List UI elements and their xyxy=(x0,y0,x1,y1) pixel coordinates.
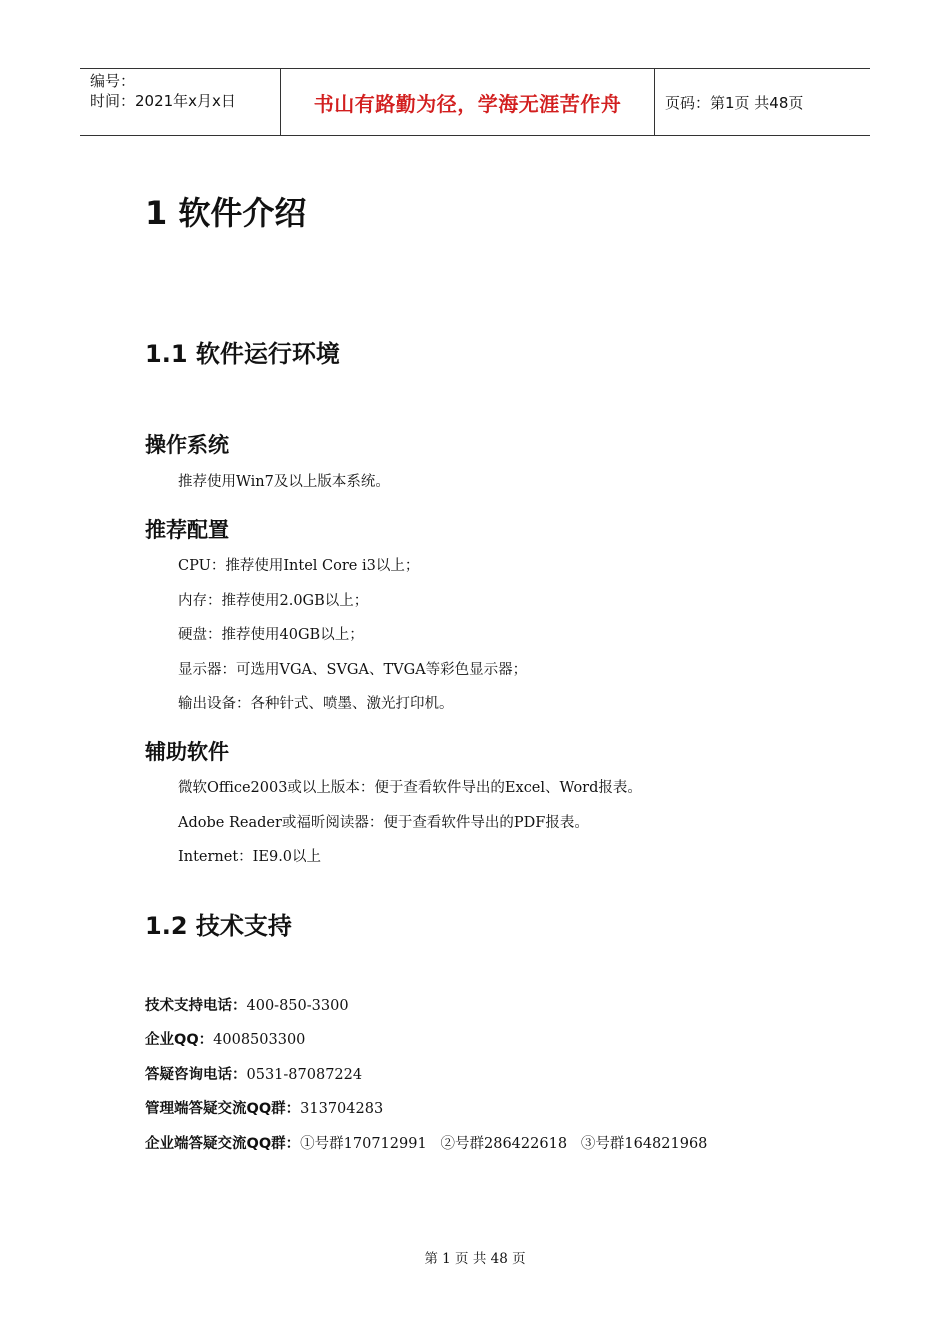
header-meta-cell xyxy=(80,69,281,135)
contact-line xyxy=(145,1132,707,1153)
contact-label: 管理端答疑交流QQ群： xyxy=(145,1101,301,1117)
contact-value: 400-850-3300 xyxy=(246,998,349,1014)
contact-value: ①号群170712991 ②号群286422618 ③号群164821968 xyxy=(300,1136,708,1152)
aux-heading: 辅助软件 xyxy=(145,740,229,764)
contact-line xyxy=(145,1063,362,1084)
section-1-1-title: 1.1 软件运行环境 xyxy=(145,340,340,368)
contact-value: 0531-87087224 xyxy=(246,1067,363,1083)
config-heading: 推荐配置 xyxy=(145,518,229,542)
contact-label: 答疑咨询电话： xyxy=(145,1067,247,1083)
contact-label: 企业端答疑交流QQ群： xyxy=(145,1136,301,1152)
contact-label: 技术支持电话： xyxy=(145,998,247,1014)
config-item: 内存：推荐使用2.0GB以上； xyxy=(178,593,369,609)
config-item: 输出设备：各种针式、喷墨、激光打印机。 xyxy=(178,696,454,712)
header-page-cell xyxy=(655,69,870,135)
aux-item: Internet：IE9.0以上 xyxy=(178,849,322,865)
page-footer: 第 1 页 共 48 页 xyxy=(424,1251,526,1267)
aux-item: 微软Office2003或以上版本：便于查看软件导出的Excel、Word报表。 xyxy=(178,780,642,796)
section-1-title: 1 软件介绍 xyxy=(145,194,307,232)
os-text: 推荐使用Win7及以上版本系统。 xyxy=(178,474,390,490)
config-item: CPU：推荐使用Intel Core i3以上； xyxy=(178,558,420,574)
os-heading: 操作系统 xyxy=(145,433,229,457)
section-1-2-title: 1.2 技术支持 xyxy=(145,912,292,940)
contact-line xyxy=(145,1097,383,1118)
aux-item: Adobe Reader或福昕阅读器：便于查看软件导出的PDF报表。 xyxy=(178,815,589,831)
contact-value: 4008503300 xyxy=(213,1032,306,1048)
contact-label: 企业QQ： xyxy=(145,1032,214,1048)
time-label: 时间：2021年x月x日 xyxy=(90,92,236,110)
document-header xyxy=(80,68,870,136)
header-motto-cell xyxy=(281,69,655,135)
config-item: 显示器：可选用VGA、SVGA、TVGA等彩色显示器； xyxy=(178,662,528,678)
page-info: 页码：第1页 共48页 xyxy=(665,93,804,112)
contact-value: 313704283 xyxy=(300,1101,384,1117)
motto-text: 书山有路勤为径，学海无涯苦作舟 xyxy=(313,91,622,116)
serial-label: 编号： xyxy=(90,72,136,90)
contact-line xyxy=(145,994,349,1015)
config-item: 硬盘：推荐使用40GB以上； xyxy=(178,627,364,643)
contact-line xyxy=(145,1028,305,1049)
